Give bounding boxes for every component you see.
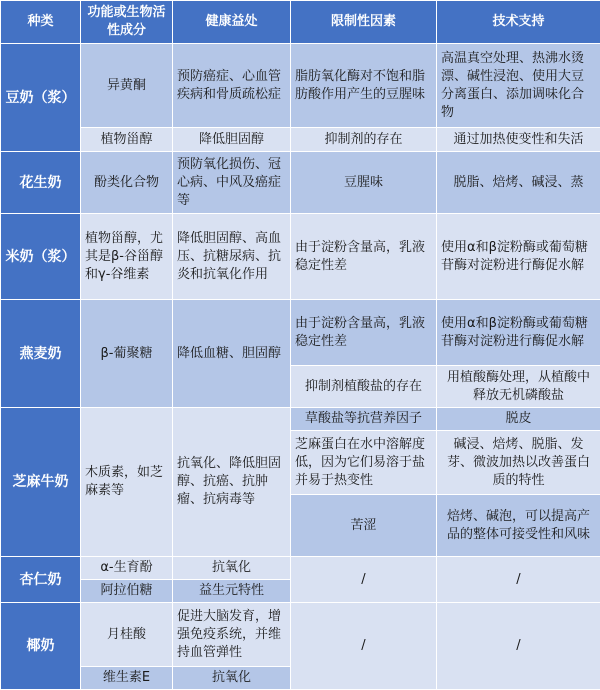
component-cell: 阿拉伯糖 — [81, 580, 173, 603]
category-coconut: 椰奶 — [1, 603, 81, 690]
component-cell: β-葡聚糖 — [81, 300, 173, 408]
table-row — [1, 557, 600, 580]
limit-cell: 草酸盐等抗营养因子 — [291, 408, 437, 431]
tech-cell: 脱脂、焙烤、碱浸、蒸 — [437, 152, 600, 214]
limit-cell: / — [291, 557, 437, 603]
tech-cell: / — [437, 557, 600, 603]
tech-cell: 用植酸酶处理，从植酸中释放无机磷酸盐 — [437, 366, 600, 408]
table-row — [1, 152, 600, 214]
limit-cell: 抑制剂的存在 — [291, 128, 437, 152]
component-cell: α-生育酚 — [81, 557, 173, 580]
benefit-cell: 降低胆固醇 — [173, 128, 291, 152]
benefit-cell: 降低血糖、胆固醇 — [173, 300, 291, 408]
category-rice: 米奶（浆） — [1, 214, 81, 300]
limit-cell: 抑制剂植酸盐的存在 — [291, 366, 437, 408]
category-oat: 燕麦奶 — [1, 300, 81, 408]
header-benefit: 健康益处 — [173, 1, 291, 44]
header-component: 功能或生物活性成分 — [81, 1, 173, 44]
tech-cell: 使用α和β淀粉酶或葡萄糖苷酶对淀粉进行酶促水解 — [437, 214, 600, 300]
category-soy: 豆奶（浆） — [1, 44, 81, 152]
limit-cell: 由于淀粉含量高，乳液稳定性差 — [291, 214, 437, 300]
tech-cell: / — [437, 603, 600, 690]
benefit-cell: 预防癌症、心血管疾病和骨质疏松症 — [173, 44, 291, 128]
benefit-cell: 促进大脑发育，增强免疫系统，并维持血管弹性 — [173, 603, 291, 667]
component-cell: 植物甾醇，尤其是β-谷甾醇和γ-谷维素 — [81, 214, 173, 300]
header-tech: 技术支持 — [437, 1, 600, 44]
table-row — [1, 300, 600, 366]
limit-cell: 由于淀粉含量高，乳液稳定性差 — [291, 300, 437, 366]
tech-cell: 焙烤、碱泡，可以提高产品的整体可接受性和风味 — [437, 495, 600, 557]
component-cell: 木质素，如芝麻素等 — [81, 408, 173, 557]
component-cell: 维生素E — [81, 667, 173, 690]
table-row — [1, 214, 600, 300]
limit-cell: 脂肪氧化酶对不饱和脂肪酸作用产生的豆腥味 — [291, 44, 437, 128]
benefit-cell: 抗氧化、降低胆固醇、抗癌、抗肿瘤、抗病毒等 — [173, 408, 291, 557]
header-type: 种类 — [1, 1, 81, 44]
category-almond: 杏仁奶 — [1, 557, 81, 603]
table-row — [1, 408, 600, 431]
tech-cell: 通过加热使变性和失活 — [437, 128, 600, 152]
limit-cell: 苦涩 — [291, 495, 437, 557]
table-row — [1, 128, 600, 152]
category-sesame: 芝麻牛奶 — [1, 408, 81, 557]
component-cell: 月桂酸 — [81, 603, 173, 667]
tech-cell: 脱皮 — [437, 408, 600, 431]
benefit-cell: 益生元特性 — [173, 580, 291, 603]
header-limit: 限制性因素 — [291, 1, 437, 44]
limit-cell: / — [291, 603, 437, 690]
tech-cell: 高温真空处理、热沸水烫漂、碱性浸泡、使用大豆分离蛋白、添加调味化合物 — [437, 44, 600, 128]
table-row — [1, 44, 600, 128]
benefit-cell: 预防氧化损伤、冠心病、中风及癌症等 — [173, 152, 291, 214]
header-row — [1, 1, 600, 44]
tech-cell: 使用α和β淀粉酶或葡萄糖苷酶对淀粉进行酶促水解 — [437, 300, 600, 366]
benefit-cell: 抗氧化 — [173, 557, 291, 580]
category-peanut: 花生奶 — [1, 152, 81, 214]
component-cell: 植物甾醇 — [81, 128, 173, 152]
table-row — [1, 603, 600, 667]
component-cell: 异黄酮 — [81, 44, 173, 128]
limit-cell: 豆腥味 — [291, 152, 437, 214]
benefit-cell: 抗氧化 — [173, 667, 291, 690]
component-cell: 酚类化合物 — [81, 152, 173, 214]
limit-cell: 芝麻蛋白在水中溶解度低，因为它们易溶于盐并易于热变性 — [291, 431, 437, 495]
tech-cell: 碱浸、焙烤、脱脂、发芽、微波加热以改善蛋白质的特性 — [437, 431, 600, 495]
benefit-cell: 降低胆固醇、高血压、抗糖尿病、抗炎和抗氧化作用 — [173, 214, 291, 300]
